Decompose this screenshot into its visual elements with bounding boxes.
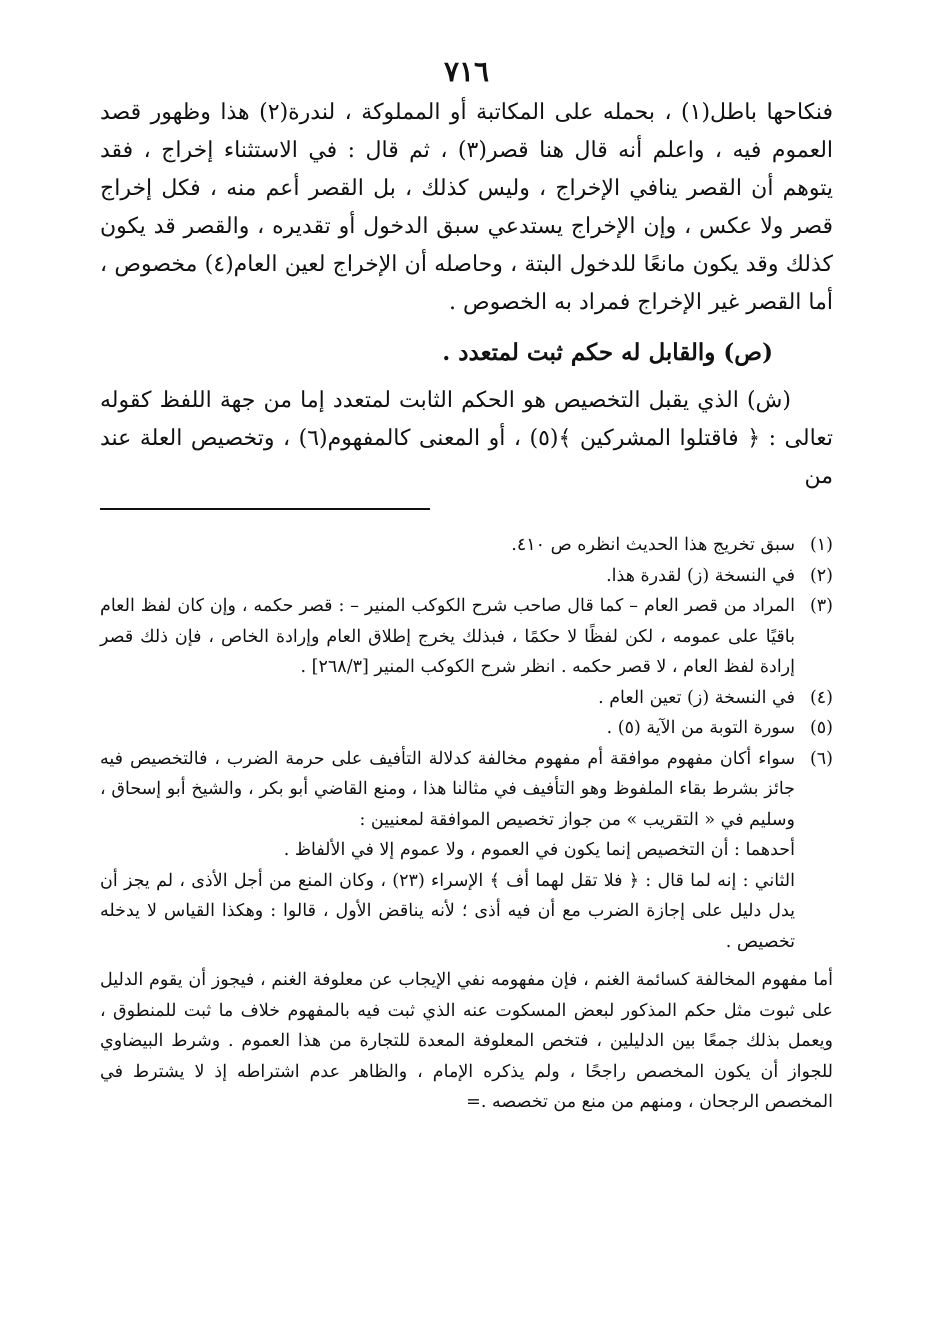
footnote-number: (٥) <box>809 718 833 738</box>
commentary-text: (ش) الذي يقبل التخصيص هو الحكم الثابت لمتعدد إما من جهة اللفظ كقوله تعالى : ﴿ فاقتلوا المشركين ﴾(٥) ، أو المعنى كالمفهوم(٦) ، وتخصيص العلة عند من <box>100 388 834 489</box>
main-text <box>100 94 833 496</box>
footnote-text: سبق تخريج هذا الحديث انظره ص ٤١٠. <box>511 535 795 555</box>
footnote-text: في النسخة (ز) لقدرة هذا. <box>606 565 795 586</box>
footnote-divider <box>100 508 430 510</box>
footnote-number: (٣) <box>809 596 833 616</box>
footnote-number: (٤) <box>809 687 833 708</box>
footnote-6 <box>100 744 833 958</box>
footnote-1 <box>100 530 833 561</box>
footnote-text: المراد من قصر العام – كما قال صاحب شرح الكوكب المنير – : قصر حكمه ، وإن كان لفظ العام باقيًا على عمومه ، لكن لفظًا لا حكمًا ، فبذلك يخرج إطلاق العام وإرادة الخاص ، فإن ذلك قصر إرادة لفظ العام ، لا قصر حكمه . انظر شرح الكوكب المنير [٢٦٨/٣] . <box>100 596 795 677</box>
footnote-continuation: أما مفهوم المخالفة كسائمة الغنم ، فإن مفهومه نفي الإيجاب عن معلوفة الغنم ، فيجوز أن يقوم الدليل على ثبوت مثل حكم المذكور لبعض المسكوت عنه الذي ثبت فيه بالمفهوم خلاف ما ثبت للمنطوق ، ويعمل بذلك جمعًا بين الدليلين ، فتخص المعلوفة المعدة للتجارة من هذا العموم . وشرط البيضاوي للجواز أن يكون المخصص راجحًا ، ولم يذكره الإمام ، والظاهر عدم اشتراطه إذ لا يشترط في المخصص الرجحان ، ومنهم من منع من تخصصه .= <box>100 970 833 1112</box>
footnote-subpoint-1: أحدهما : أن التخصيص إنما يكون في العموم ، ولا عموم إلا في الألفاظ . <box>283 840 795 860</box>
page-number: ٧١٦ <box>443 55 490 88</box>
statement-text: (ص) والقابل له حكم ثبت لمتعدد . <box>442 339 773 366</box>
footnote-number: (١) <box>809 535 833 555</box>
footnote-number: (٢) <box>809 565 833 586</box>
footnotes-section <box>100 530 833 1118</box>
footnote-text: سواء أكان مفهوم موافقة أم مفهوم مخالفة كدلالة التأفيف على حرمة الضرب ، فالتخصيص فيه جائز بشرط بقاء الملفوظ وهو التأفيف في مثالنا هذا ، ومنع القاضي أبو بكر ، والشيخ أبو إسحاق ، وسليم في « التقريب » من جواز تخصيص الموافقة لمعنيين : <box>100 748 795 830</box>
footnote-text: سورة التوبة من الآية (٥) . <box>606 718 795 738</box>
main-paragraph: فنكاحها باطل(١) ، بحمله على المكاتبة أو المملوكة ، لندرة(٢) هذا وظهور قصد العموم فيه ، واعلم أنه قال هنا قصر(٣) ، ثم قال : في الاستثناء إخراج ، فقد يتوهم أن القصر ينافي الإخراج ، وليس كذلك ، بل القصر أعم منه ، فكل إخراج قصر ولا عكس ، وإن الإخراج يستدعي سبق الدخول أو تقديره ، والقصر قد يكون كذلك وقد يكون مانعًا للدخول البتة ، وحاصله أن الإخراج لعين العام(٤) مخصوص ، أما القصر غير الإخراج فمراد به الخصوص . <box>100 100 834 315</box>
footnote-4 <box>100 683 833 714</box>
footnote-text: في النسخة (ز) تعين العام . <box>598 687 795 708</box>
footnote-5 <box>100 713 833 744</box>
footnote-2 <box>100 561 833 592</box>
footnote-subpoint-2: الثاني : إنه لما قال : ﴿ فلا تقل لهما أف ﴾ الإسراء (٢٣) ، وكان المنع من أجل الأذى ، لم يجز أن يدل دليل على إجازة الضرب مع أن فيه أذى ؛ لأنه يناقض الأول ، قالوا : وهكذا القياس لا يدخله تخصيص . <box>100 870 795 952</box>
footnote-number: (٦) <box>809 748 833 769</box>
footnote-3 <box>100 591 833 683</box>
